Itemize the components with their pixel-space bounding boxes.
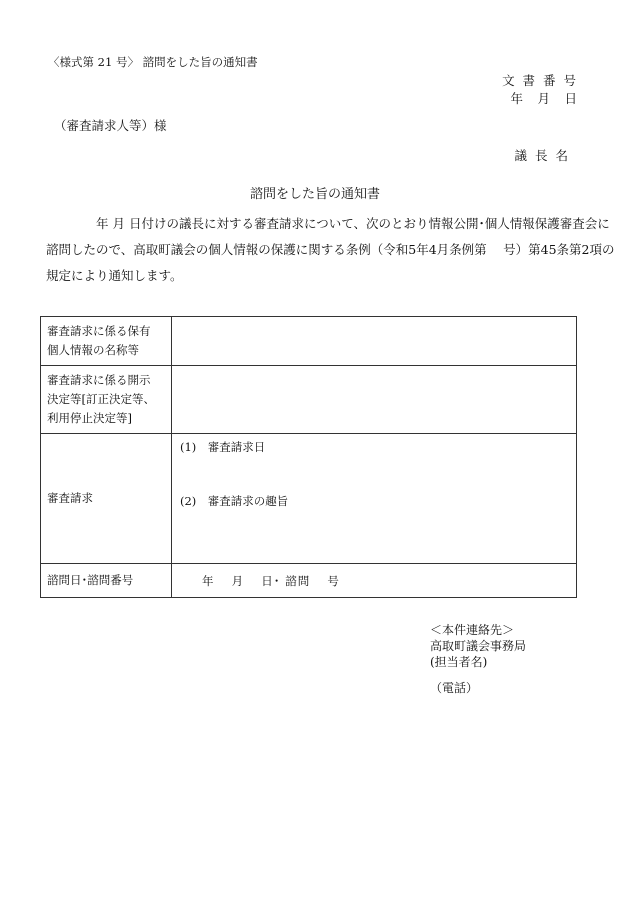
- request-date-item: (1) 審査請求日: [180, 440, 266, 454]
- info-table: [40, 316, 577, 598]
- body-line: 規定により通知します。: [46, 268, 183, 283]
- contact-person: (担当者名): [430, 655, 488, 669]
- row-value-request[interactable]: [172, 434, 577, 564]
- document-title: 諮問をした旨の通知書: [249, 187, 380, 202]
- document-date: 年 月 日: [510, 91, 578, 106]
- contact-phone: （電話）: [430, 681, 479, 695]
- addressee: （審査請求人等）様: [54, 118, 167, 133]
- row-value-held-info[interactable]: [172, 317, 577, 366]
- table-row: [41, 366, 577, 434]
- row-value-consultation[interactable]: 年 月 日･ 諮問 号: [172, 564, 577, 598]
- row-label-held-info: 審査請求に係る保有 個人情報の名称等: [41, 317, 172, 366]
- contact-heading: ＜本件連絡先＞: [430, 623, 515, 637]
- row-value-disclosure-decision[interactable]: [172, 366, 577, 434]
- chair-name: 議 長 名: [514, 148, 570, 163]
- body-line: 年 月 日付けの議長に対する審査請求について、次のとおり情報公開･個人情報保護審査会に: [96, 216, 610, 231]
- table-row: [41, 317, 577, 366]
- row-label-consultation: 諮問日･諮問番号: [41, 564, 172, 598]
- contact-office: 高取町議会事務局: [430, 639, 527, 653]
- table-row: [41, 564, 577, 598]
- row-label-request: 審査請求: [41, 434, 172, 564]
- body-line: 諮問したので、高取町議会の個人情報の保護に関する条例（令和5年4月条例第 号）第45条第2項の: [46, 242, 615, 257]
- document-number: 文 書 番 号: [502, 73, 578, 88]
- form-number-label: 〈様式第 21 号〉 諮問をした旨の通知書: [48, 55, 258, 69]
- row-label-disclosure-decision: 審査請求に係る開示 決定等[訂正決定等、 利用停止決定等]: [41, 366, 172, 434]
- body-paragraph: [46, 211, 615, 289]
- request-purpose-item: (2) 審査請求の趣旨: [180, 494, 289, 508]
- table-row: [41, 434, 577, 564]
- contact-block: [430, 622, 526, 696]
